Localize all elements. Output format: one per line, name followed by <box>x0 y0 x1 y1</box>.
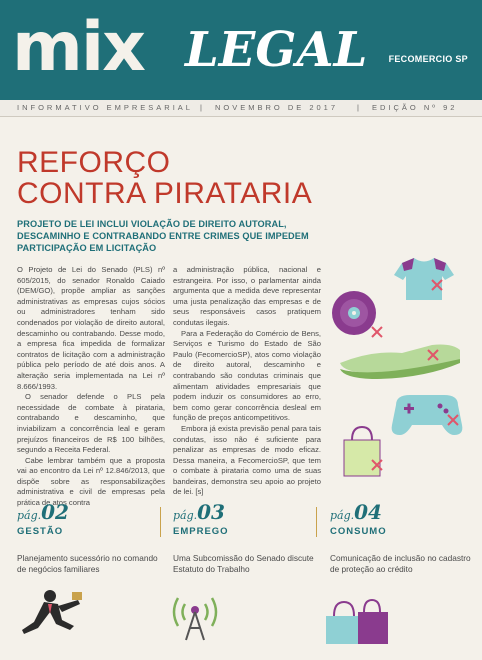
title-line-2: CONTRA PIRATARIA <box>17 177 313 210</box>
logo-legal: LEGAL <box>185 22 368 78</box>
gamepad-icon <box>392 395 463 435</box>
page-ref: pág.04 <box>330 500 382 524</box>
section-name: EMPREGO <box>173 526 229 537</box>
shoe-icon <box>340 345 460 379</box>
bags-icon <box>322 598 392 644</box>
section-description: Comunicação de inclusão no cadastro de proteção ao crédito <box>330 553 471 574</box>
paragraph: Para a Federação do Comércio de Bens, Serviços e Turismo do Estado de São Paulo (FecomercioSP), atos como violação de direito autoral, descaminho e contrabando são condutas criminais que alimentam atividades empresariais que podem induzir os consumidores ao erro, bem como gerar concorrência desleal em função de preços anticompetitivos. <box>173 328 321 423</box>
section-emprego[interactable] <box>173 500 323 575</box>
cross-mark-icon <box>372 327 382 337</box>
antenna-icon <box>170 590 220 642</box>
tshirt-icon <box>394 258 454 300</box>
paragraph: a administração pública, nacional e estrangeira. Por isso, o parlamentar ainda argumenta que a medida deve representar uma justa penalização das empresas e de seus responsáveis casos pratiquem condutas ilegais. <box>173 265 321 327</box>
page-ref: pág.02 <box>17 500 69 524</box>
masthead <box>0 0 482 100</box>
section-gestao[interactable] <box>17 500 167 575</box>
section-name: GESTÃO <box>17 526 64 537</box>
paragraph: Cabe lembrar também que a proposta vai ao encontro da Lei nº 12.846/2013, que dispõe sobre as responsabilizações administrativa e civil de empresas pela prática de atos contra <box>17 455 165 508</box>
section-name: CONSUMO <box>330 526 387 537</box>
info-bar <box>0 100 482 117</box>
paragraph: O senador defende o PLS pela necessidade de combate à pirataria, contrabando e descaminho, que inviabilizam a concorrência leal e geram prejuízos financeiros de R$ 100 bilhões, segundo a Receita Federal. <box>17 392 165 455</box>
paragraph: O Projeto de Lei do Senado (PLS) nº 605/2015, do senador Ronaldo Caiado (DEM/GO), propõe ampliar as sanções administrativas as empresas cujos sócios ou administradores tenham sido condenados por violação de direito autoral, descaminho ou contrabando. Desse modo, a empresa fica impedida de formalizar contratos de licitação com a administração pública pelo período de até dois anos. A alteração seria implementada na Lei nº 8.666/1993. <box>17 265 165 391</box>
article-title <box>17 147 377 209</box>
piracy-illustration <box>332 255 467 490</box>
article-column-2 <box>173 265 321 498</box>
article-column-1 <box>17 265 165 509</box>
section-consumo[interactable] <box>330 500 480 575</box>
info-separator: | <box>200 103 205 112</box>
brand-fecomercio: FECOMERCIO SP <box>388 54 468 64</box>
businessman-icon <box>14 588 84 644</box>
page-ref: pág.03 <box>173 500 225 524</box>
paragraph: Embora já exista previsão penal para tais condutas, isso não é suficiente para penalizar as empresas de modo eficaz. Dessa maneira, a FecomercioSP, que tem o combate à pirataria como uma de suas bandeiras, demonstra seu apoio ao projeto de lei. [s] <box>173 423 321 497</box>
info-edition: EDIÇÃO Nº 92 <box>372 103 458 112</box>
section-description: Uma Subcomissão do Senado discute Estatuto do Trabalho <box>173 553 314 574</box>
info-date: NOVEMBRO DE 2017 <box>215 103 339 112</box>
logo-mix: mix <box>12 8 145 87</box>
article-subtitle: PROJETO DE LEI INCLUI VIOLAÇÃO DE DIREITO AUTORAL, DESCAMINHO E CONTRABANDO ENTRE CRIMES QUE IMPEDEM PARTICIPAÇÃO EM LICITAÇÃO <box>17 219 309 253</box>
title-line-1: REFORÇO <box>17 146 171 179</box>
section-description: Planejamento sucessório no comando de negócios familiares <box>17 553 158 574</box>
cd-icon <box>332 291 376 335</box>
info-separator: | <box>357 103 362 112</box>
info-publication: INFORMATIVO EMPRESARIAL <box>17 103 193 112</box>
